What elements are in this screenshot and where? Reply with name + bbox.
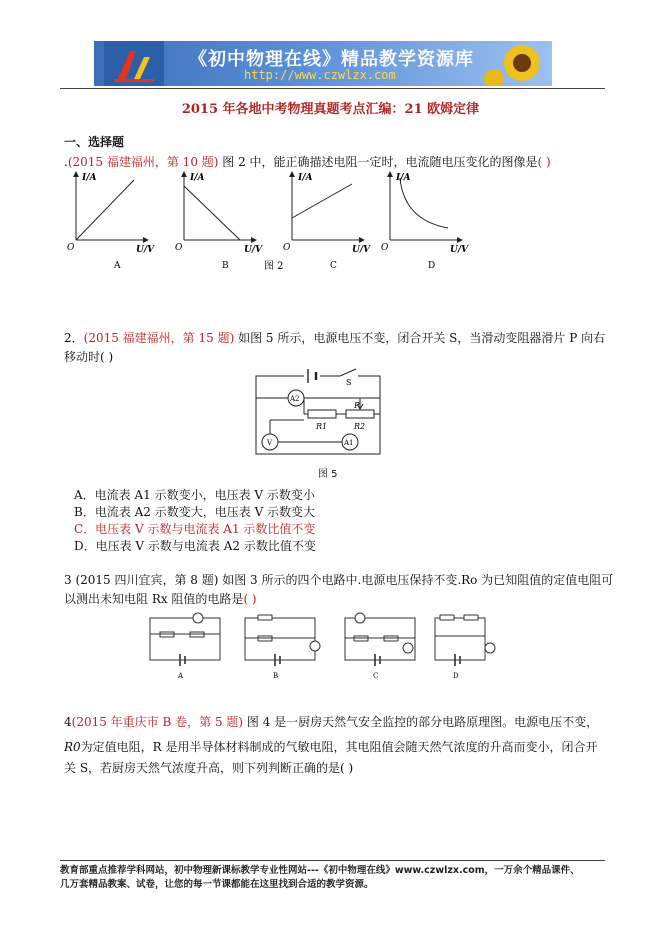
- graph-a-label: A: [114, 261, 121, 271]
- slider-p-label: P: [354, 401, 360, 410]
- banner-title: 《初中物理在线》精品教学资源库: [189, 49, 474, 70]
- q1-text: 图 2 中，能正确描述电阻一定时，电流随电压变化的图像是: [218, 155, 538, 169]
- graph-b-xlabel: U/V: [244, 245, 263, 255]
- q3-option-d: D: [453, 672, 459, 680]
- voltmeter-label: V: [267, 439, 273, 447]
- q4-number: 4: [64, 715, 72, 729]
- footer-line-2: 几万套精品教案、试卷，让您的每一节课都能在这里找到合适的教学资源。: [60, 879, 374, 890]
- q3-answer: ( ): [243, 592, 257, 606]
- q2-option-d: D．电压表 V 示数与电流表 A2 示数比值不变: [74, 539, 316, 553]
- q1-answer: ( ): [537, 155, 551, 169]
- q2-source: (2015 福建福州，第 15 题): [83, 331, 235, 345]
- graph-d-xlabel: U/V: [450, 245, 469, 255]
- graph-c-ylabel: I/A: [298, 173, 313, 183]
- graph-a-origin: O: [67, 243, 75, 253]
- question-3: [64, 589, 257, 609]
- q3-circuits: [130, 610, 510, 682]
- graph-d-label: D: [428, 261, 436, 271]
- figure-2-caption: 图 2: [264, 261, 284, 272]
- q3-line1: 3 (2015 四川宜宾，第 8 题) 如图 3 所示的四个电路中.电源电压保持不变.Ro 为已知阻值的定值电阻可: [64, 573, 614, 587]
- resistor-r2-label: R2: [354, 422, 366, 431]
- ammeter-a1-label: A1: [344, 439, 354, 447]
- page-title: 2015 年各地中考物理真题考点汇编：21 欧姆定律: [181, 102, 480, 117]
- banner-url[interactable]: http://www.czwlzx.com: [244, 68, 396, 82]
- graph-a: [67, 173, 155, 271]
- graph-a-ylabel: I/A: [82, 173, 97, 183]
- q2-option-c: C．电压表 V 示数与电流表 A1 示数比值不变: [74, 522, 316, 536]
- q4-r0: R0: [64, 740, 81, 754]
- q4-line3: 关 S，若厨房天然气浓度升高，则下列判断正确的是( ): [64, 761, 354, 775]
- graph-d: [381, 173, 469, 271]
- q4-line2-wrap: [64, 737, 598, 757]
- sunflower-icon: [482, 41, 552, 86]
- question-4: [64, 712, 598, 732]
- graph-a-xlabel: U/V: [136, 245, 155, 255]
- q2-text: 如图 5 所示，电源电压不变，闭合开关 S，当滑动变阻器滑片 P 向右: [234, 331, 606, 345]
- graph-d-origin: O: [381, 243, 389, 253]
- logo-icon: [104, 41, 164, 86]
- q2-text-line2: 移动时( ): [64, 350, 114, 364]
- resistor-r1-label: R1: [316, 422, 328, 431]
- graph-c: [283, 173, 371, 271]
- footer: [60, 864, 605, 892]
- graph-b-label: B: [222, 261, 229, 271]
- graph-c-xlabel: U/V: [352, 245, 371, 255]
- q4-source: (2015 年重庆市 B 卷，第 5 题): [71, 715, 244, 729]
- header-banner: [94, 41, 552, 86]
- q3-line2: 以测出未知电阻 Rx 阻值的电路是: [64, 592, 244, 606]
- q2-option-b: B．电流表 A2 示数变大，电压表 V 示数变大: [74, 505, 316, 519]
- graph-c-label: C: [330, 261, 337, 271]
- graph-d-ylabel: I/A: [396, 173, 411, 183]
- section-heading: 一、选择题: [64, 135, 125, 149]
- q2-circuit: [248, 366, 398, 461]
- header-divider: [60, 88, 605, 89]
- switch-label: S: [346, 378, 352, 387]
- graph-b: [175, 173, 263, 271]
- q4-text: 图 4 是一厨房天然气安全监控的部分电路原理图。电源电压不变，: [243, 715, 599, 729]
- footer-line-1: 教育部重点推荐学科网站，初中物理新课标教学专业性网站---《初中物理在线》www.czwlzx.com，一万余个精品课件、: [60, 865, 580, 876]
- graph-b-origin: O: [175, 243, 183, 253]
- q1-source: (2015 福建福州，第 10 题): [67, 155, 219, 169]
- q4-line2: 为定值电阻，R 是用半导体材料制成的气敏电阻，其电阻值会随天然气浓度的升高而变小，闭合开: [80, 740, 598, 754]
- figure-5-caption: 图 5: [318, 469, 338, 480]
- q3-option-c: C: [373, 672, 379, 680]
- footer-divider: [60, 860, 605, 861]
- q1-graphs: [64, 168, 484, 278]
- graph-b-ylabel: I/A: [190, 173, 205, 183]
- q3-option-b: B: [273, 672, 279, 680]
- graph-c-origin: O: [283, 243, 291, 253]
- q2-number: 2．: [64, 331, 84, 345]
- ammeter-a2-label: A2: [290, 395, 300, 403]
- q1-number: .: [64, 155, 68, 169]
- question-2: [64, 328, 605, 348]
- q3-option-a: A: [178, 672, 184, 680]
- q2-option-a: A．电流表 A1 示数变小，电压表 V 示数变小: [74, 488, 315, 502]
